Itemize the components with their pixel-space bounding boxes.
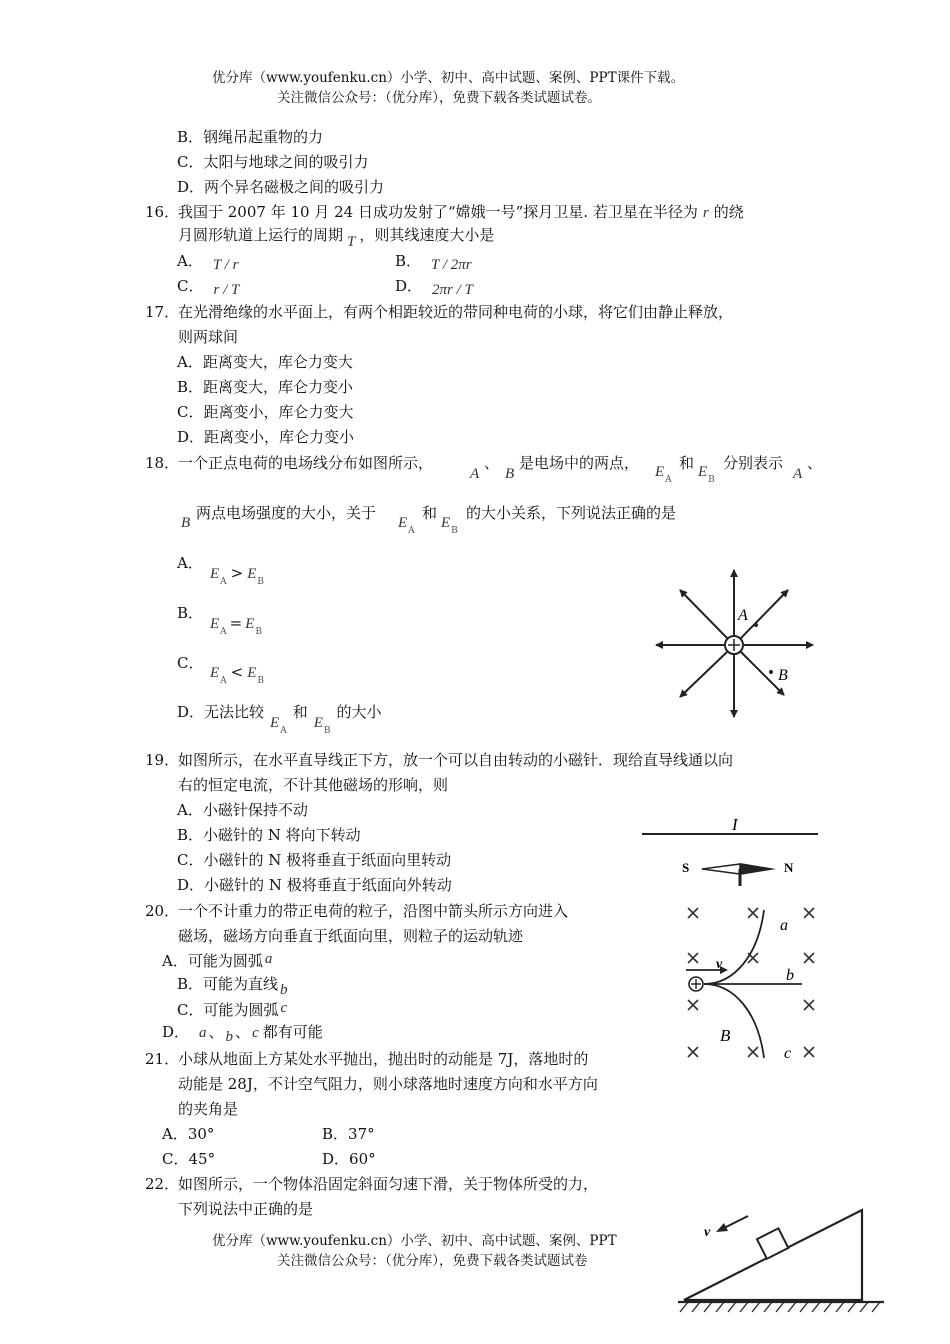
sliding-block	[757, 1228, 788, 1258]
q21-number: 21．	[145, 1050, 180, 1068]
q19-option-a: A．小磁针保持不动	[177, 801, 308, 819]
q17-option-a: A．距离变大，库仑力变大	[177, 353, 353, 371]
q21-option-a: A．30°	[162, 1125, 215, 1143]
q22-number: 22．	[145, 1175, 180, 1193]
q17-option-b: B．距离变大，库仑力变小	[177, 378, 354, 396]
q20-number: 20．	[145, 902, 180, 920]
q16-option-b: B． T / 2πr	[395, 252, 472, 273]
q16-option-d: D． 2πr / T	[395, 277, 473, 298]
q21-option-c: C．45°	[162, 1150, 216, 1168]
q18-point-a: A	[470, 466, 480, 482]
q20-fig-v-label: v	[716, 957, 723, 972]
q20-fig-label-b: b	[786, 967, 794, 984]
q20-fig-b-label: B	[720, 1026, 731, 1045]
q19-option-d: D．小磁针的 N 极将垂直于纸面向外转动	[177, 876, 452, 894]
q18-fig-label-a: A	[738, 607, 748, 624]
ground-hatching	[680, 1302, 880, 1312]
q21-option-d: D．60°	[322, 1150, 376, 1168]
q21-stem-line-3: 的夹角是	[178, 1100, 239, 1118]
q15-option-d: D．两个异名磁极之间的吸引力	[177, 178, 385, 196]
q16-number: 16．	[145, 203, 180, 221]
q19-stem-line-1: 如图所示，在水平直导线正下方，放一个可以自由转动的小磁针．现给直导线通以向	[178, 751, 734, 769]
q20-option-b: B．可能为直线 b	[177, 975, 288, 998]
q18-stem-text-5: 的大小关系，下列说法正确的是	[466, 504, 677, 522]
q22-fig-v-label: v	[704, 1225, 711, 1240]
trajectory-a	[704, 910, 764, 984]
q17-stem-line-2: 则两球间	[178, 328, 239, 346]
velocity-arrow-icon	[716, 1223, 728, 1232]
q16-stem-line-2: 月圆形轨道上运行的周期 T ，则其线速度大小是	[178, 226, 495, 250]
compass-needle-n	[740, 863, 776, 875]
q18-stem-and-2: 和	[422, 504, 438, 522]
q18-option-c: $E_A < E_B$	[210, 663, 265, 686]
q20-stem-line-2: 磁场，磁场方向垂直于纸面向里，则粒子的运动轨迹	[178, 927, 524, 945]
q19-fig-n-label: N	[784, 860, 794, 875]
q18-point-b: B	[505, 466, 515, 482]
footer-line-2: 关注微信公众号：（优分库），免费下载各类试题试卷	[277, 1253, 588, 1269]
q18-option-a: $E_A > E_B$	[210, 564, 265, 587]
header-line-1: 优分库（www.youfenku.cn）小学、初中、高中试题、案例、PPT课件下载。	[212, 70, 685, 86]
q21-option-b: B．37°	[322, 1125, 375, 1143]
q19-fig-current-label: I	[732, 815, 738, 834]
q18-stem-text-3: 分别表示	[723, 454, 784, 472]
q17-stem-line-1: 在光滑绝缘的水平面上，有两个相距较近的带同种电荷的小球，将它们由静止释放，	[178, 303, 734, 321]
q18-stem-eb-2: $E_B$	[441, 515, 458, 536]
q19-option-b: B．小磁针的 N 将向下转动	[177, 826, 361, 844]
q18-option-a-label: A．	[177, 554, 203, 572]
q20-option-c: C．可能为圆弧 c	[177, 1000, 288, 1019]
trajectory-c	[704, 984, 764, 1058]
q18-option-b-label: B．	[177, 604, 204, 622]
compass-needle-s	[702, 864, 740, 874]
q18-stem-text-1: 一个正点电荷的电场线分布如图所示，	[178, 454, 434, 472]
q20-stem-line-1: 一个不计重力的带正电荷的粒子，沿图中箭头所示方向进入	[178, 902, 569, 920]
q20-option-a: A．可能为圆弧 a	[162, 951, 273, 970]
field-cross-marks	[688, 908, 814, 1057]
q15-option-c: C．太阳与地球之间的吸引力	[177, 153, 369, 171]
q18-stem-point-a-2: A	[793, 466, 803, 482]
q19-fig-s-label: S	[682, 860, 690, 875]
q18-field-line-figure	[648, 562, 820, 724]
q16-option-c: C． r / T	[177, 277, 240, 298]
q20-option-d: D． a 、 b 、 c 都有可能	[162, 1023, 323, 1045]
q20-fig-label-c: c	[784, 1045, 792, 1062]
q18-separator: 、	[484, 454, 500, 472]
q19-wire-compass-figure	[636, 810, 826, 890]
q18-separator-2: 、	[807, 454, 823, 472]
q18-option-d: D．无法比较$E_A$和$E_B$的大小	[177, 703, 382, 736]
q17-option-c: C．距离变小，库仑力变大	[177, 403, 354, 421]
q18-number: 18．	[145, 454, 180, 472]
q22-incline-figure	[678, 1202, 890, 1322]
q19-number: 19．	[145, 751, 180, 769]
footer-line-1: 优分库（www.youfenku.cn）小学、初中、高中试题、案例、PPT	[212, 1233, 617, 1249]
q22-stem-line-1: 如图所示，一个物体沿固定斜面匀速下滑，关于物体所受的力，	[178, 1175, 599, 1193]
q18-option-c-label: C．	[177, 654, 204, 672]
q18-fig-label-b: B	[778, 667, 788, 684]
q15-option-b: B．钢绳吊起重物的力	[177, 128, 324, 146]
q18-stem-text-4: 两点电场强度的大小，关于	[196, 504, 377, 522]
q17-option-d: D．距离变小，库仑力变小	[177, 428, 355, 446]
q19-option-c: C．小磁针的 N 极将垂直于纸面向里转动	[177, 851, 452, 869]
q21-stem-line-2: 动能是 28J，不计空气阻力，则小球落地时速度方向和水平方向	[178, 1075, 598, 1093]
q18-stem-ea: $E_A$	[655, 464, 672, 485]
q21-stem-line-1: 小球从地面上方某处水平抛出，抛出时的动能是 7J，落地时的	[178, 1050, 589, 1068]
q22-stem-line-2: 下列说法中正确的是	[178, 1200, 314, 1218]
q19-stem-line-2: 右的恒定电流，不计其他磁场的形响，则	[178, 776, 449, 794]
q18-stem-text-2: 是电场中的两点，	[519, 454, 640, 472]
q16-option-a: A． T / r	[177, 252, 239, 273]
q18-stem-ea-2: $E_A$	[398, 515, 415, 536]
q18-stem-point-b-2: B	[181, 515, 191, 531]
q18-option-b: $E_A = E_B$	[210, 614, 263, 637]
q16-stem-line-1: 我国于 2007 年 10 月 24 日成功发射了“嫦娥一号”探月卫星. 若卫星在半径为 r 的绕	[178, 203, 744, 221]
header-line-2: 关注微信公众号：（优分库），免费下载各类试题试卷。	[277, 90, 601, 106]
q18-stem-and-1: 和	[679, 454, 695, 472]
q20-fig-label-a: a	[780, 917, 788, 934]
q18-stem-eb: $E_B$	[698, 464, 715, 485]
q17-number: 17．	[145, 303, 180, 321]
q20-magnetic-field-figure	[678, 896, 846, 1078]
